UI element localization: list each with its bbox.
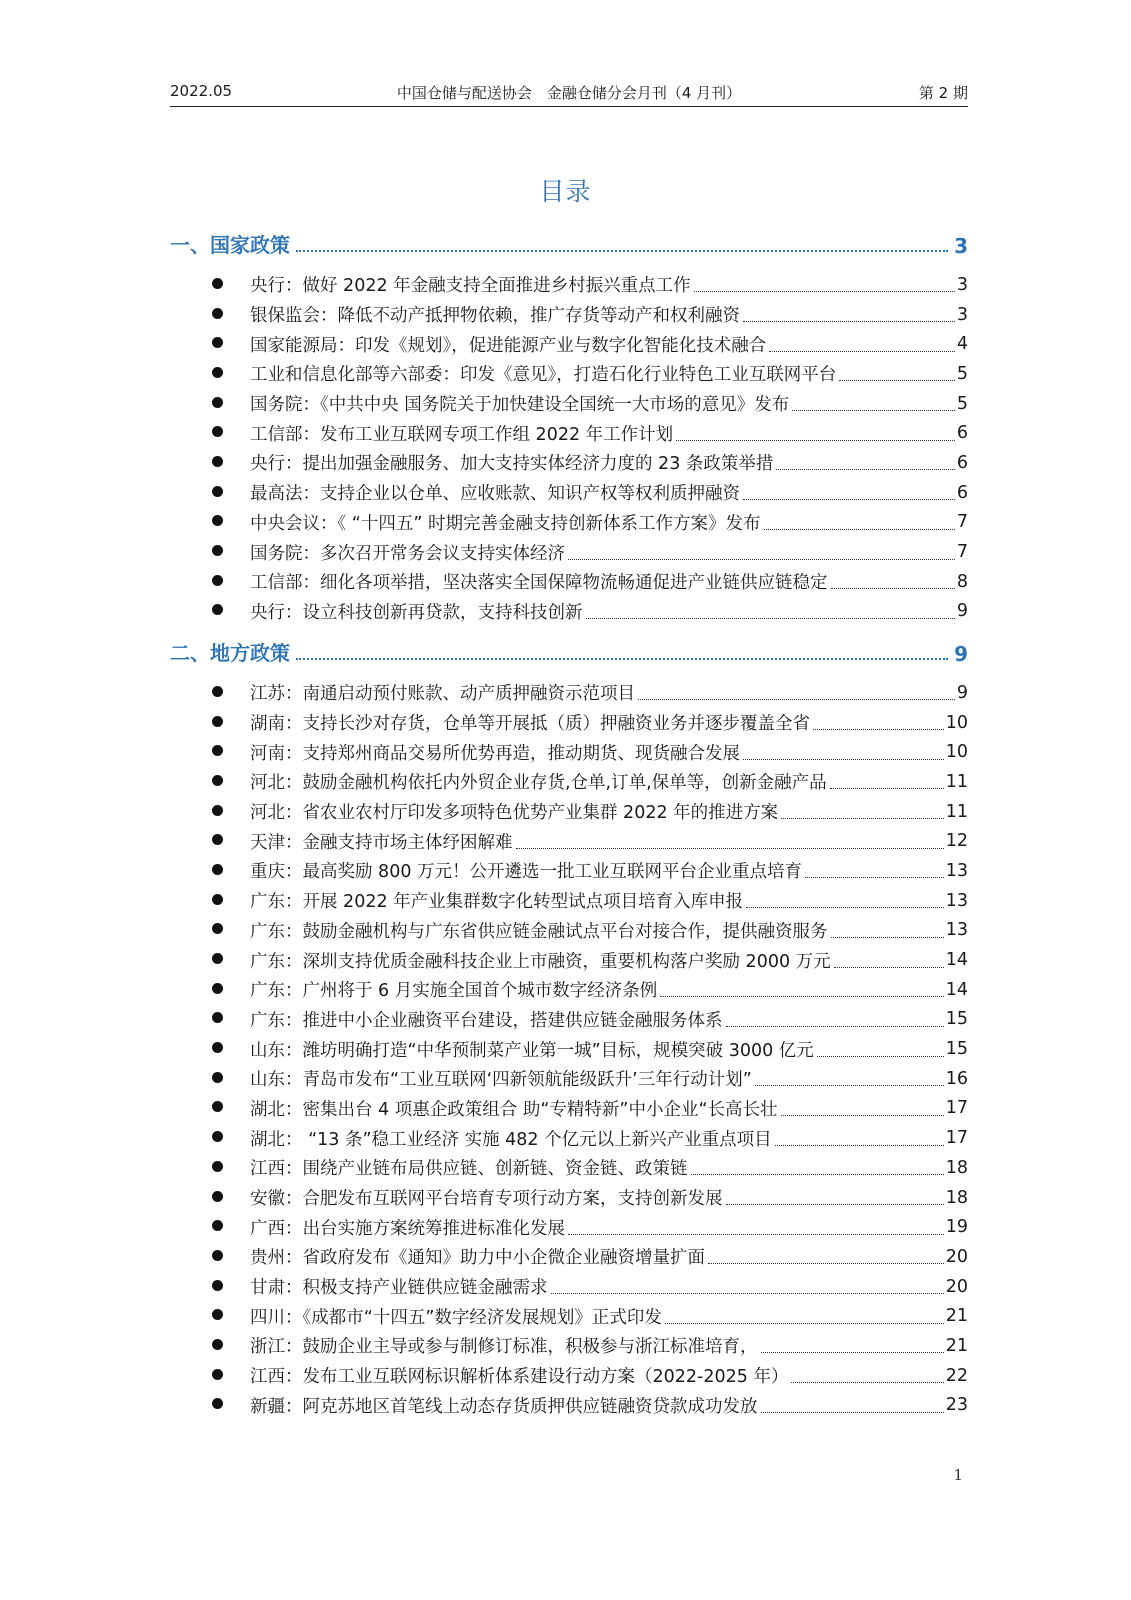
entry-page: 8 — [956, 571, 968, 592]
entry-page: 7 — [956, 542, 968, 563]
entry-text: 湖南：支持长沙对存货，仓单等开展抵（质）押融资业务并逐步覆盖全省 — [250, 714, 810, 735]
entry-page: 22 — [945, 1365, 968, 1386]
entry-text: 广东：开展 2022 年产业集群数字化转型试点项目培育入库申报 — [250, 892, 744, 913]
bullet-icon — [212, 1280, 223, 1291]
entry-text: 天津：金融支持市场主体纾困解难 — [250, 832, 513, 853]
dot-leader — [764, 515, 955, 530]
bullet-icon — [212, 486, 223, 497]
dot-leader — [761, 1398, 944, 1413]
entry-text: 河南：支持郑州商品交易所优势再造，推动期货、现货融合发展 — [250, 743, 740, 764]
toc-entry[interactable] — [170, 1361, 968, 1391]
entry-page: 13 — [945, 860, 968, 881]
toc-entry[interactable] — [170, 1094, 968, 1124]
dot-leader — [830, 774, 944, 789]
entry-text: 山东：青岛市发布“工业互联网‘四新领航能级跃升’三年行动计划” — [250, 1070, 752, 1091]
dot-leader — [708, 1249, 944, 1264]
entry-text: 广东：深圳支持优质金融科技企业上市融资，重要机构落户奖励 2000 万元 — [250, 951, 831, 972]
entry-text: 河北：省农业农村厅印发多项特色优势产业集群 2022 年的推进方案 — [250, 803, 779, 824]
bullet-icon — [212, 953, 223, 964]
entry-text: 新疆：阿克苏地区首笔线上动态存货质押供应链融资贷款成功发放 — [250, 1396, 758, 1417]
dot-leader — [792, 396, 955, 411]
dot-leader — [568, 545, 955, 560]
dot-leader — [660, 982, 943, 997]
header-title: 中国仓储与配送协会 金融仓储分会月刊（4 月刊） — [396, 84, 742, 102]
bullet-icon — [212, 983, 223, 994]
bullet-icon — [212, 775, 223, 786]
bullet-icon — [212, 426, 223, 437]
bullet-icon — [212, 1398, 223, 1409]
toc-entry[interactable] — [170, 359, 968, 389]
entry-text: 安徽：合肥发布互联网平台培育专项行动方案，支持创新发展 — [250, 1189, 723, 1210]
entry-text: 中央会议：《 “十四五” 时期完善金融支持创新体系工作方案》发布 — [250, 513, 761, 534]
toc-entry[interactable] — [170, 448, 968, 478]
toc-entry[interactable] — [170, 508, 968, 538]
entry-page: 14 — [945, 979, 968, 1000]
dot-leader — [296, 658, 948, 660]
dot-leader — [568, 1220, 944, 1235]
dot-leader — [775, 1131, 944, 1146]
dot-leader — [296, 250, 948, 252]
page-header — [170, 80, 968, 107]
dot-leader — [586, 604, 955, 619]
dot-leader — [761, 1338, 944, 1353]
dot-leader — [839, 366, 955, 381]
entry-page: 18 — [945, 1187, 968, 1208]
entry-page: 4 — [956, 334, 968, 355]
dot-leader — [516, 834, 944, 849]
entry-text: 甘肃：积极支持产业链供应链金融需求 — [250, 1278, 548, 1299]
bullet-icon — [212, 367, 223, 378]
entry-text: 江苏：南通启动预付账款、动产质押融资示范项目 — [250, 684, 635, 705]
entry-page: 18 — [945, 1157, 968, 1178]
entry-text: 工信部：发布工业互联网专项工作组 2022 年工作计划 — [250, 424, 674, 445]
dot-leader — [831, 574, 955, 589]
toc-entry[interactable] — [170, 300, 968, 330]
toc-entry[interactable] — [170, 1331, 968, 1361]
bullet-icon — [212, 1131, 223, 1142]
entry-text: 四川：《成都市“十四五”数字经济发展规划》正式印发 — [250, 1307, 662, 1328]
entry-text: 广东：鼓励金融机构与广东省供应链金融试点平台对接合作，提供融资服务 — [250, 921, 828, 942]
entry-text: 央行：设立科技创新再贷款，支持科技创新 — [250, 602, 583, 623]
entry-text: 工信部：细化各项举措，坚决落实全国保障物流畅通促进产业链供应链稳定 — [250, 573, 828, 594]
dot-leader — [691, 1160, 944, 1175]
entry-text: 江西：发布工业互联网标识解析体系建设行动方案（2022-2025 年） — [250, 1367, 789, 1388]
bullet-icon — [212, 604, 223, 615]
entry-text: 央行：做好 2022 年金融支持全面推进乡村振兴重点工作 — [250, 276, 691, 297]
entry-text: 江西：围绕产业链布局供应链、创新链、资金链、政策链 — [250, 1159, 688, 1180]
entry-page: 9 — [956, 601, 968, 622]
dot-leader — [781, 804, 944, 819]
bullet-icon — [212, 745, 223, 756]
toc-entry[interactable] — [170, 418, 968, 448]
entry-page: 13 — [945, 890, 968, 911]
toc-entry[interactable] — [170, 767, 968, 797]
toc-title: 目录 — [539, 177, 592, 206]
entry-page: 6 — [956, 482, 968, 503]
toc-entry[interactable] — [170, 945, 968, 975]
entry-page: 10 — [945, 742, 968, 763]
toc-entry[interactable] — [170, 537, 968, 567]
entry-text: 央行：提出加强金融服务、加大支持实体经济力度的 23 条政策举措 — [250, 454, 774, 475]
header-issue: 第 2 期 — [918, 84, 968, 102]
toc-entry[interactable] — [170, 678, 968, 708]
toc-entry[interactable] — [170, 1242, 968, 1272]
entry-text: 广东：推进中小企业融资平台建设，搭建供应链金融服务体系 — [250, 1010, 723, 1031]
bullet-icon — [212, 1191, 223, 1202]
bullet-icon — [212, 1220, 223, 1231]
toc-entry[interactable] — [170, 1005, 968, 1035]
entry-page: 6 — [956, 452, 968, 473]
entry-text: 国务院：多次召开常务会议支持实体经济 — [250, 543, 565, 564]
bullet-icon — [212, 1101, 223, 1112]
entry-page: 19 — [945, 1217, 968, 1238]
section-title: 一、国家政策 — [170, 233, 290, 257]
page-number: 1 — [953, 1466, 963, 1484]
bullet-icon — [212, 337, 223, 348]
entry-page: 5 — [956, 393, 968, 414]
header-date: 2022.05 — [170, 82, 233, 100]
dot-leader — [743, 485, 955, 500]
entry-page: 15 — [945, 1039, 968, 1060]
toc-entry[interactable] — [170, 1301, 968, 1331]
bullet-icon — [212, 1012, 223, 1023]
dot-leader — [665, 1309, 944, 1324]
dot-leader — [746, 893, 944, 908]
entry-page: 3 — [956, 274, 968, 295]
dot-leader — [743, 745, 944, 760]
toc-entry[interactable] — [170, 916, 968, 946]
bullet-icon — [212, 397, 223, 408]
bullet-icon — [212, 545, 223, 556]
dot-leader — [776, 455, 954, 470]
entry-page: 11 — [945, 801, 968, 822]
entry-page: 15 — [945, 1009, 968, 1030]
bullet-icon — [212, 805, 223, 816]
dot-leader — [638, 685, 955, 700]
entry-text: 国务院：《中共中央 国务院关于加快建设全国统一大市场的意见》发布 — [250, 395, 790, 416]
section-heading-local[interactable] — [170, 636, 968, 666]
entry-text: 浙江：鼓励企业主导或参与制修订标准，积极参与浙江标准培育， — [250, 1337, 758, 1358]
bullet-icon — [212, 834, 223, 845]
bullet-icon — [212, 515, 223, 526]
bullet-icon — [212, 456, 223, 467]
entry-text: 湖北： “13 条”稳工业经济 实施 482 个亿元以上新兴产业重点项目 — [250, 1129, 772, 1150]
toc-entry[interactable] — [170, 1153, 968, 1183]
toc-entry[interactable] — [170, 1272, 968, 1302]
toc-entry[interactable] — [170, 886, 968, 916]
entry-text: 广东：广州将于 6 月实施全国首个城市数字经济条例 — [250, 981, 658, 1002]
section-heading-national[interactable] — [170, 228, 968, 258]
bullet-icon — [212, 686, 223, 697]
dot-leader — [551, 1279, 944, 1294]
toc-entry[interactable] — [170, 737, 968, 767]
dot-leader — [834, 953, 944, 968]
entry-text: 山东：潍坊明确打造“中华预制菜产业第一城”目标，规模突破 3000 亿元 — [250, 1040, 814, 1061]
dot-leader — [781, 1101, 944, 1116]
section-page: 3 — [954, 234, 968, 258]
toc-list-local — [170, 678, 968, 1420]
entry-text: 贵州：省政府发布《通知》助力中小企微企业融资增量扩面 — [250, 1248, 705, 1269]
toc-entry[interactable] — [170, 1034, 968, 1064]
toc-entry[interactable] — [170, 1064, 968, 1094]
toc-entry[interactable] — [170, 389, 968, 419]
entry-page: 9 — [956, 682, 968, 703]
entry-page: 20 — [945, 1246, 968, 1267]
entry-page: 14 — [945, 950, 968, 971]
bullet-icon — [212, 575, 223, 586]
entry-page: 13 — [945, 920, 968, 941]
section-page: 9 — [954, 642, 968, 666]
bullet-icon — [212, 1072, 223, 1083]
entry-page: 5 — [956, 363, 968, 384]
toc-list-national — [170, 270, 968, 626]
entry-page: 23 — [945, 1395, 968, 1416]
entry-text: 国家能源局：印发《规划》，促进能源产业与数字化智能化技术融合 — [250, 335, 767, 356]
toc-entry[interactable] — [170, 597, 968, 627]
toc-entry[interactable] — [170, 478, 968, 508]
bullet-icon — [212, 1309, 223, 1320]
entry-text: 最高法：支持企业以仓单、应收账款、知识产权等权利质押融资 — [250, 484, 740, 505]
toc-entry[interactable] — [170, 567, 968, 597]
entry-text: 湖北：密集出台 4 项惠企政策组合 助“专精特新”中小企业“长高长壮 — [250, 1099, 778, 1120]
bullet-icon — [212, 1339, 223, 1350]
dot-leader — [676, 426, 955, 441]
entry-page: 17 — [945, 1098, 968, 1119]
toc-entry[interactable] — [170, 797, 968, 827]
entry-page: 21 — [945, 1306, 968, 1327]
bullet-icon — [212, 308, 223, 319]
dot-leader — [813, 715, 944, 730]
entry-page: 7 — [956, 512, 968, 533]
entry-text: 工业和信息化部等六部委：印发《意见》，打造石化行业特色工业互联网平台 — [250, 365, 837, 386]
dot-leader — [831, 923, 944, 938]
entry-page: 10 — [945, 712, 968, 733]
entry-page: 16 — [945, 1068, 968, 1089]
bullet-icon — [212, 923, 223, 934]
bullet-icon — [212, 1250, 223, 1261]
toc-entry[interactable] — [170, 1183, 968, 1213]
bullet-icon — [212, 894, 223, 905]
toc-entry[interactable] — [170, 826, 968, 856]
dot-leader — [726, 1190, 944, 1205]
toc-entry[interactable] — [170, 1391, 968, 1421]
dot-leader — [817, 1042, 944, 1057]
entry-text: 重庆：最高奖励 800 万元！公开遴选一批工业互联网平台企业重点培育 — [250, 862, 803, 883]
bullet-icon — [212, 1369, 223, 1380]
dot-leader — [743, 307, 955, 322]
toc-entry[interactable] — [170, 1123, 968, 1153]
entry-page: 12 — [945, 831, 968, 852]
entry-page: 20 — [945, 1276, 968, 1297]
dot-leader — [769, 337, 955, 352]
entry-page: 21 — [945, 1335, 968, 1356]
section-title: 二、地方政策 — [170, 641, 290, 665]
entry-page: 11 — [945, 771, 968, 792]
toc-entry[interactable] — [170, 975, 968, 1005]
bullet-icon — [212, 278, 223, 289]
entry-text: 河北：鼓励金融机构依托内外贸企业存货,仓单,订单,保单等，创新金融产品 — [250, 773, 827, 794]
entry-text: 广西：出台实施方案统筹推进标准化发展 — [250, 1218, 565, 1239]
dot-leader — [805, 863, 944, 878]
bullet-icon — [212, 1161, 223, 1172]
entry-page: 17 — [945, 1128, 968, 1149]
dot-leader — [791, 1368, 943, 1383]
dot-leader — [726, 1012, 944, 1027]
entry-page: 6 — [956, 423, 968, 444]
entry-text: 银保监会：降低不动产抵押物依赖，推广存货等动产和权利融资 — [250, 306, 740, 327]
entry-page: 3 — [956, 304, 968, 325]
toc-entry[interactable] — [170, 270, 968, 300]
toc-entry[interactable] — [170, 708, 968, 738]
bullet-icon — [212, 1042, 223, 1053]
bullet-icon — [212, 716, 223, 727]
toc-entry[interactable] — [170, 329, 968, 359]
toc-entry[interactable] — [170, 856, 968, 886]
dot-leader — [694, 277, 955, 292]
dot-leader — [755, 1071, 944, 1086]
toc-entry[interactable] — [170, 1212, 968, 1242]
bullet-icon — [212, 864, 223, 875]
